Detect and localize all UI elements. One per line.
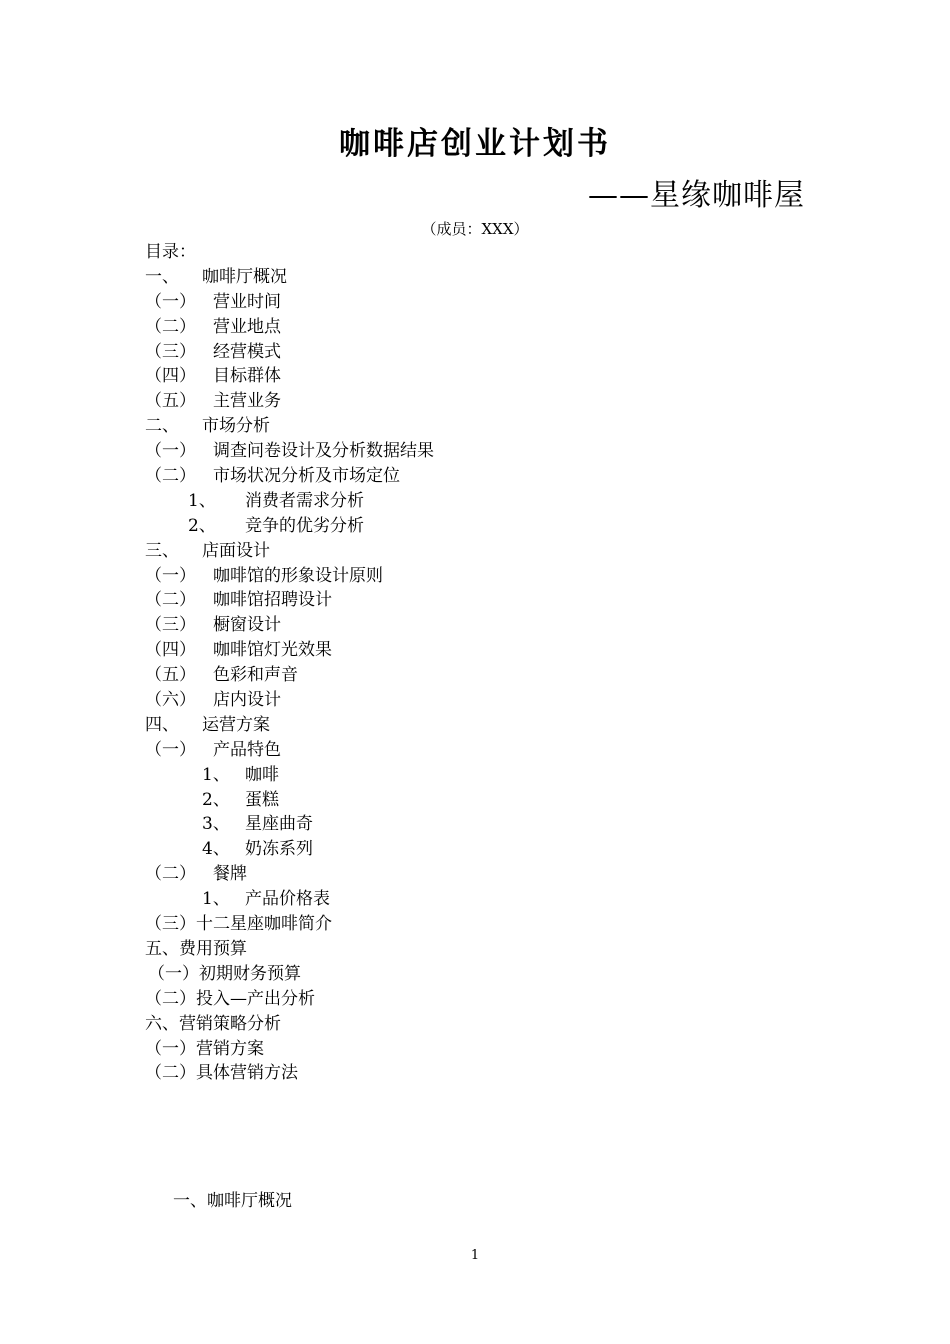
toc-entry [145,414,332,439]
toc-entry-number: 五、 [145,938,179,959]
toc-entry-number: 二、 [145,416,179,437]
toc-entry-text: 蛋糕 [245,789,279,810]
toc-entry [145,788,332,813]
toc-entry [145,364,332,389]
toc-entry-text: 色彩和声音 [213,665,298,686]
toc-entry [145,389,332,414]
toc-entry-text: 橱窗设计 [213,615,281,636]
toc-entry-number: 3、 [202,814,230,835]
toc-entry-text: 市场状况分析及市场定位 [213,466,400,487]
toc-entry-number: （三） [145,615,196,636]
toc-entry-text: 餐牌 [213,864,247,885]
toc-entry [145,738,332,763]
toc-entry-text: 调查问卷设计及分析数据结果 [213,441,434,462]
toc-entry [145,887,332,912]
toc-entry [145,713,332,738]
toc-entry [145,290,332,315]
toc-entry [145,489,364,514]
toc-entry-number: 1、 [188,490,216,511]
toc-entry [145,1037,332,1062]
toc-entry-text: 营销方案 [196,1038,264,1059]
toc-entry-number: 四、 [145,714,179,735]
toc-entry-number: （一） [145,291,196,312]
toc-entry-number: （二） [145,1063,196,1084]
toc-entry-number: （六） [145,690,196,711]
toc-entry-number: 1、 [202,764,230,785]
toc-entry [145,315,332,340]
toc-entry-text: 咖啡馆招聘设计 [213,590,332,611]
toc-entry-number: （一） [145,441,196,462]
toc-entry-text: 星座曲奇 [245,814,313,835]
toc-entry-number: 1、 [202,889,230,910]
toc-entry-number: 2、 [202,789,230,810]
toc-entry [145,862,332,887]
toc-entry-text: 初期财务预算 [199,963,301,984]
toc-entry-text: 产品特色 [213,739,281,760]
document-subtitle: ——星缘咖啡屋 [588,178,805,213]
toc-entry-number: （一） [145,565,196,586]
toc-items [145,265,434,1086]
toc-entry-text: 咖啡厅概况 [202,266,287,287]
toc-entry-text: 咖啡馆灯光效果 [213,640,332,661]
toc-entry [145,265,332,290]
toc-entry [145,837,332,862]
toc-entry-text: 具体营销方法 [196,1063,298,1084]
toc-entry-text: 消费者需求分析 [245,490,364,511]
page-number: 1 [470,1248,480,1263]
toc-entry [145,912,332,937]
toc-entry [145,514,364,539]
toc-entry-number: 2、 [188,515,216,536]
toc-entry-text: 咖啡 [245,764,279,785]
toc-entry-number: （二） [145,466,196,487]
toc-entry [145,812,332,837]
toc-entry [145,1061,332,1086]
section-heading: 一、咖啡厅概况 [173,1191,292,1211]
table-of-contents [145,240,434,1086]
members-line: （成员：XXX） [421,220,529,238]
toc-entry-number: （一） [148,963,199,984]
toc-entry [145,539,332,564]
toc-entry-text: 竞争的优劣分析 [245,515,364,536]
toc-entry-number: （三） [145,914,196,935]
toc-entry-number: 三、 [145,540,179,561]
toc-entry [145,588,332,613]
toc-entry [145,688,332,713]
toc-entry-number: （一） [145,739,196,760]
toc-entry-number: （四） [145,366,196,387]
toc-entry-number: （二） [145,316,196,337]
toc-entry [145,663,332,688]
toc-label [145,240,332,265]
toc-entry-text: 目标群体 [213,366,281,387]
toc-entry-number: 4、 [202,839,230,860]
toc-entry [145,763,332,788]
toc-entry-text: 店面设计 [202,540,270,561]
toc-entry-number: （一） [145,1038,196,1059]
toc-entry-text: 经营模式 [213,341,281,362]
toc-entry-text: 运营方案 [202,714,270,735]
toc-entry-text: 营销策略分析 [179,1013,281,1034]
toc-entry-text: 咖啡馆的形象设计原则 [213,565,383,586]
toc-entry-text: 费用预算 [179,938,247,959]
toc-entry-text: 市场分析 [202,416,270,437]
toc-entry [145,1012,332,1037]
toc-entry-number: （二） [145,864,196,885]
toc-entry-number: （五） [145,665,196,686]
document-title: 咖啡店创业计划书 [339,126,611,162]
toc-label-text: 目录： [145,242,196,262]
toc-entry-number: （三） [145,341,196,362]
toc-entry [145,962,332,987]
toc-entry-text: 产品价格表 [245,889,330,910]
toc-entry-number: （五） [145,391,196,412]
toc-entry-text: 营业地点 [213,316,281,337]
toc-entry-text: 营业时间 [213,291,281,312]
toc-entry-number: 一、 [145,266,179,287]
toc-entry-text: 店内设计 [213,690,281,711]
toc-entry-number: （二） [145,590,196,611]
toc-entry-number: （四） [145,640,196,661]
toc-entry [145,340,332,365]
toc-entry [145,638,332,663]
toc-entry-text: 奶冻系列 [245,839,313,860]
toc-entry [145,439,434,464]
toc-entry-text: 主营业务 [213,391,281,412]
toc-entry-text: 十二星座咖啡简介 [196,914,332,935]
toc-entry [145,987,332,1012]
toc-entry-text: 投入—产出分析 [196,988,315,1009]
toc-entry [145,613,332,638]
toc-entry [145,937,332,962]
toc-entry-number: 六、 [145,1013,179,1034]
toc-entry [145,564,383,589]
toc-entry [145,464,400,489]
toc-entry-number: （二） [145,988,196,1009]
